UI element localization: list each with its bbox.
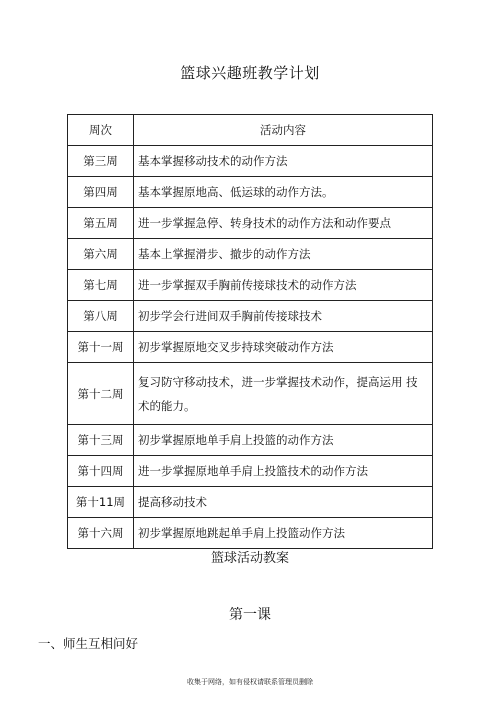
activity-plan-heading: 篮球活动教案 <box>210 551 289 566</box>
table-row <box>68 208 433 239</box>
content-cell: 初步学会行进间双手胸前传接球技术 <box>134 301 433 332</box>
content-cell: 提高移动技术 <box>134 487 433 518</box>
content-cell: 基本掌握移动技术的动作方法 <box>134 146 433 177</box>
content-cell: 进一步掌握原地单手肩上投篮技术的动作方法 <box>134 456 433 487</box>
table-row <box>68 301 433 332</box>
week-cell: 第十三周 <box>68 425 134 456</box>
week-cell: 第十一周 <box>68 332 134 363</box>
lesson-heading: 第一课 <box>229 607 271 623</box>
table-row <box>68 363 433 425</box>
week-cell: 第八周 <box>68 301 134 332</box>
table-row <box>68 456 433 487</box>
week-cell: 第三周 <box>68 146 134 177</box>
document-title: 篮球兴趣班教学计划 <box>180 64 320 82</box>
content-cell: 基本上掌握滑步、撤步的动作方法 <box>134 239 433 270</box>
table-row <box>68 239 433 270</box>
teaching-plan-table <box>67 114 433 549</box>
header-content: 活动内容 <box>134 115 433 146</box>
content-cell: 初步掌握原地交叉步持球突破动作方法 <box>134 332 433 363</box>
content-cell: 初步掌握原地单手肩上投篮的动作方法 <box>134 425 433 456</box>
table-row <box>68 425 433 456</box>
week-cell: 第六周 <box>68 239 134 270</box>
week-cell: 第四周 <box>68 177 134 208</box>
week-cell: 第十二周 <box>68 363 134 425</box>
footer-note: 收集于网络，如有侵权请联系管理员删除 <box>187 678 313 686</box>
section-heading: 一、师生互相问好 <box>38 636 139 651</box>
content-cell: 复习防守移动技术，进一步掌握技术动作，提高运用 技术的能力。 <box>134 363 433 425</box>
week-cell: 第十四周 <box>68 456 134 487</box>
table-row <box>68 146 433 177</box>
table-row <box>68 270 433 301</box>
table-row <box>68 518 433 549</box>
table-row <box>68 332 433 363</box>
header-week: 周次 <box>68 115 134 146</box>
content-cell: 初步掌握原地跳起单手肩上投篮动作方法 <box>134 518 433 549</box>
table-row <box>68 487 433 518</box>
content-cell: 进一步掌握急停、转身技术的动作方法和动作要点 <box>134 208 433 239</box>
content-cell: 基本掌握原地高、低运球的动作方法。 <box>134 177 433 208</box>
week-cell: 第十11周 <box>68 487 134 518</box>
content-cell: 进一步掌握双手胸前传接球技术的动作方法 <box>134 270 433 301</box>
table-row <box>68 177 433 208</box>
table-header-row <box>68 115 433 146</box>
week-cell: 第五周 <box>68 208 134 239</box>
week-cell: 第十六周 <box>68 518 134 549</box>
week-cell: 第七周 <box>68 270 134 301</box>
